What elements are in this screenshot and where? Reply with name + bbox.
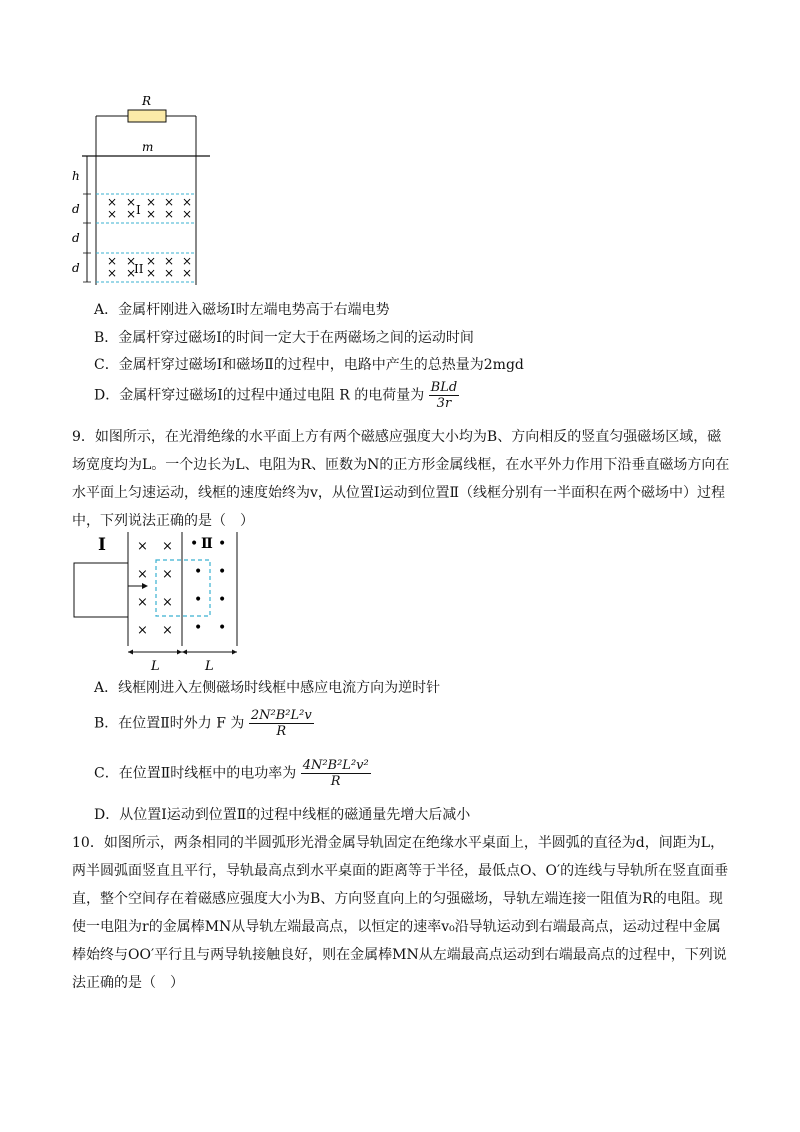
q8-option-b	[94, 328, 474, 348]
svg-text:×: ×	[107, 207, 118, 221]
q9-option-d	[94, 805, 470, 825]
fraction	[429, 380, 460, 411]
q9-option-c	[94, 758, 371, 789]
svg-text:•: •	[218, 592, 227, 608]
svg-text:•: •	[190, 536, 199, 552]
dim-label-h: h	[72, 169, 80, 183]
svg-text:×: ×	[164, 254, 175, 268]
fraction-numerator: 4N²B²L²v²	[302, 758, 369, 773]
svg-text:×: ×	[126, 254, 137, 268]
svg-text:•: •	[194, 564, 203, 580]
svg-text:×: ×	[182, 266, 193, 280]
svg-text:•: •	[194, 592, 203, 608]
dim-label-d2: d	[72, 231, 80, 245]
position-2-label: Ⅱ	[201, 536, 213, 552]
option-letter: B．	[94, 715, 119, 732]
option-text: 金属杆穿过磁场Ⅰ和磁场Ⅱ的过程中，电路中产生的总热量为2mgd	[118, 357, 524, 373]
option-text: 线框刚进入左侧磁场时线框中感应电流方向为逆时针	[118, 680, 441, 696]
q9-stem: 9．如图所示，在光滑绝缘的水平面上方有两个磁感应强度大小均为B、方向相反的竖直匀强磁场区域，磁场宽度均为L。一个边长为L、电阻为R、匝数为N的正方形金属线框，在水平外力作用下沿垂直磁场方向在水平面上匀速运动，线框的速度始终为v，从位置Ⅰ运动到位置Ⅱ（线框分别有一半面积在两个磁场中）过程中，下列说法正确的是（ ）	[72, 429, 730, 529]
resistor	[128, 110, 166, 122]
fraction-numerator: BLd	[430, 380, 458, 395]
svg-text:×: ×	[107, 266, 118, 280]
position-1-label: Ⅰ	[98, 535, 106, 555]
svg-text:•: •	[218, 620, 227, 636]
fraction	[249, 708, 314, 739]
option-text: 金属杆刚进入磁场Ⅰ时左端电势高于右端电势	[118, 302, 390, 318]
width-label-2: L	[205, 659, 214, 674]
option-letter: D．	[94, 387, 120, 404]
dim-label-d3: d	[72, 261, 80, 275]
fraction-denominator: 3r	[436, 396, 452, 411]
option-letter: A．	[94, 302, 119, 318]
fraction	[301, 758, 371, 789]
option-text: 金属杆穿过磁场Ⅰ的时间一定大于在两磁场之间的运动时间	[118, 330, 474, 346]
svg-text:×: ×	[126, 195, 137, 209]
option-text: 金属杆穿过磁场Ⅰ的过程中通过电阻 R 的电荷量为	[119, 387, 425, 404]
svg-text:×: ×	[137, 567, 148, 582]
coil-position-1	[74, 563, 128, 617]
svg-text:×: ×	[146, 266, 157, 280]
figure-rod-fields	[60, 90, 220, 290]
svg-text:×: ×	[164, 195, 175, 209]
width-label-1: L	[151, 659, 160, 674]
option-letter: C．	[94, 357, 119, 373]
q8-option-d	[94, 380, 459, 411]
resistor-label: R	[142, 94, 152, 108]
option-letter: A．	[94, 680, 119, 696]
fraction-numerator: 2N²B²L²v	[250, 708, 312, 723]
field-2-crosses	[107, 254, 192, 280]
svg-text:×: ×	[146, 207, 157, 221]
svg-text:×: ×	[182, 195, 193, 209]
svg-text:×: ×	[137, 539, 148, 554]
svg-text:×: ×	[164, 266, 175, 280]
velocity-arrow	[142, 583, 148, 589]
svg-text:×: ×	[162, 567, 173, 582]
rod-label: m	[142, 140, 154, 154]
svg-text:×: ×	[146, 254, 157, 268]
svg-text:•: •	[218, 536, 227, 552]
svg-text:×: ×	[126, 207, 137, 221]
svg-text:×: ×	[182, 207, 193, 221]
option-letter: D．	[94, 807, 120, 823]
svg-text:×: ×	[107, 195, 118, 209]
field-2-label: II	[134, 262, 144, 276]
svg-text:×: ×	[107, 254, 118, 268]
dim-label-d1: d	[72, 202, 80, 216]
option-text: 在位置Ⅱ时外力 F 为	[118, 715, 245, 732]
svg-text:×: ×	[162, 623, 173, 638]
fraction-denominator: R	[276, 724, 287, 739]
q8-option-c	[94, 355, 524, 375]
option-letter: C．	[94, 765, 119, 782]
figure-coil-fields	[70, 528, 250, 676]
svg-text:×: ×	[182, 254, 193, 268]
q10-stem: 10．如图所示，两条相同的半圆弧形光滑金属导轨固定在绝缘水平桌面上，半圆弧的直径为d，间距为L，两半圆弧面竖直且平行，导轨最高点到水平桌面的距离等于半径，最低点O、O′的连线与导轨所在竖直面垂直，整个空间存在着磁感应强度大小为B、方向竖直向上的匀强磁场，导轨左端连接一阻值为R的电阻。现使一电阻为r的金属棒MN从导轨左端最高点，以恒定的速率v₀沿导轨运动到右端最高点，运动过程中金属棒始终与OO′平行且与两导轨接触良好，则在金属棒MN从左端最高点运动到右端最高点的过程中，下列说法正确的是（ ）	[72, 835, 729, 991]
svg-text:×: ×	[162, 595, 173, 610]
svg-text:×: ×	[137, 595, 148, 610]
svg-text:•: •	[218, 564, 227, 580]
q9-option-a	[94, 678, 440, 698]
svg-text:×: ×	[146, 195, 157, 209]
svg-text:•: •	[194, 620, 203, 636]
svg-text:×: ×	[137, 623, 148, 638]
fraction-denominator: R	[330, 774, 341, 789]
q9-option-b	[94, 708, 314, 739]
field-1-crosses	[107, 195, 192, 221]
svg-text:×: ×	[162, 539, 173, 554]
option-letter: B．	[94, 330, 119, 346]
option-text: 在位置Ⅱ时线框中的电功率为	[118, 765, 297, 782]
svg-text:×: ×	[126, 266, 137, 280]
option-text: 从位置Ⅰ运动到位置Ⅱ的过程中线框的磁通量先增大后减小	[119, 807, 471, 823]
q8-option-a	[94, 300, 390, 320]
field-1-label: I	[136, 203, 141, 217]
svg-text:×: ×	[164, 207, 175, 221]
